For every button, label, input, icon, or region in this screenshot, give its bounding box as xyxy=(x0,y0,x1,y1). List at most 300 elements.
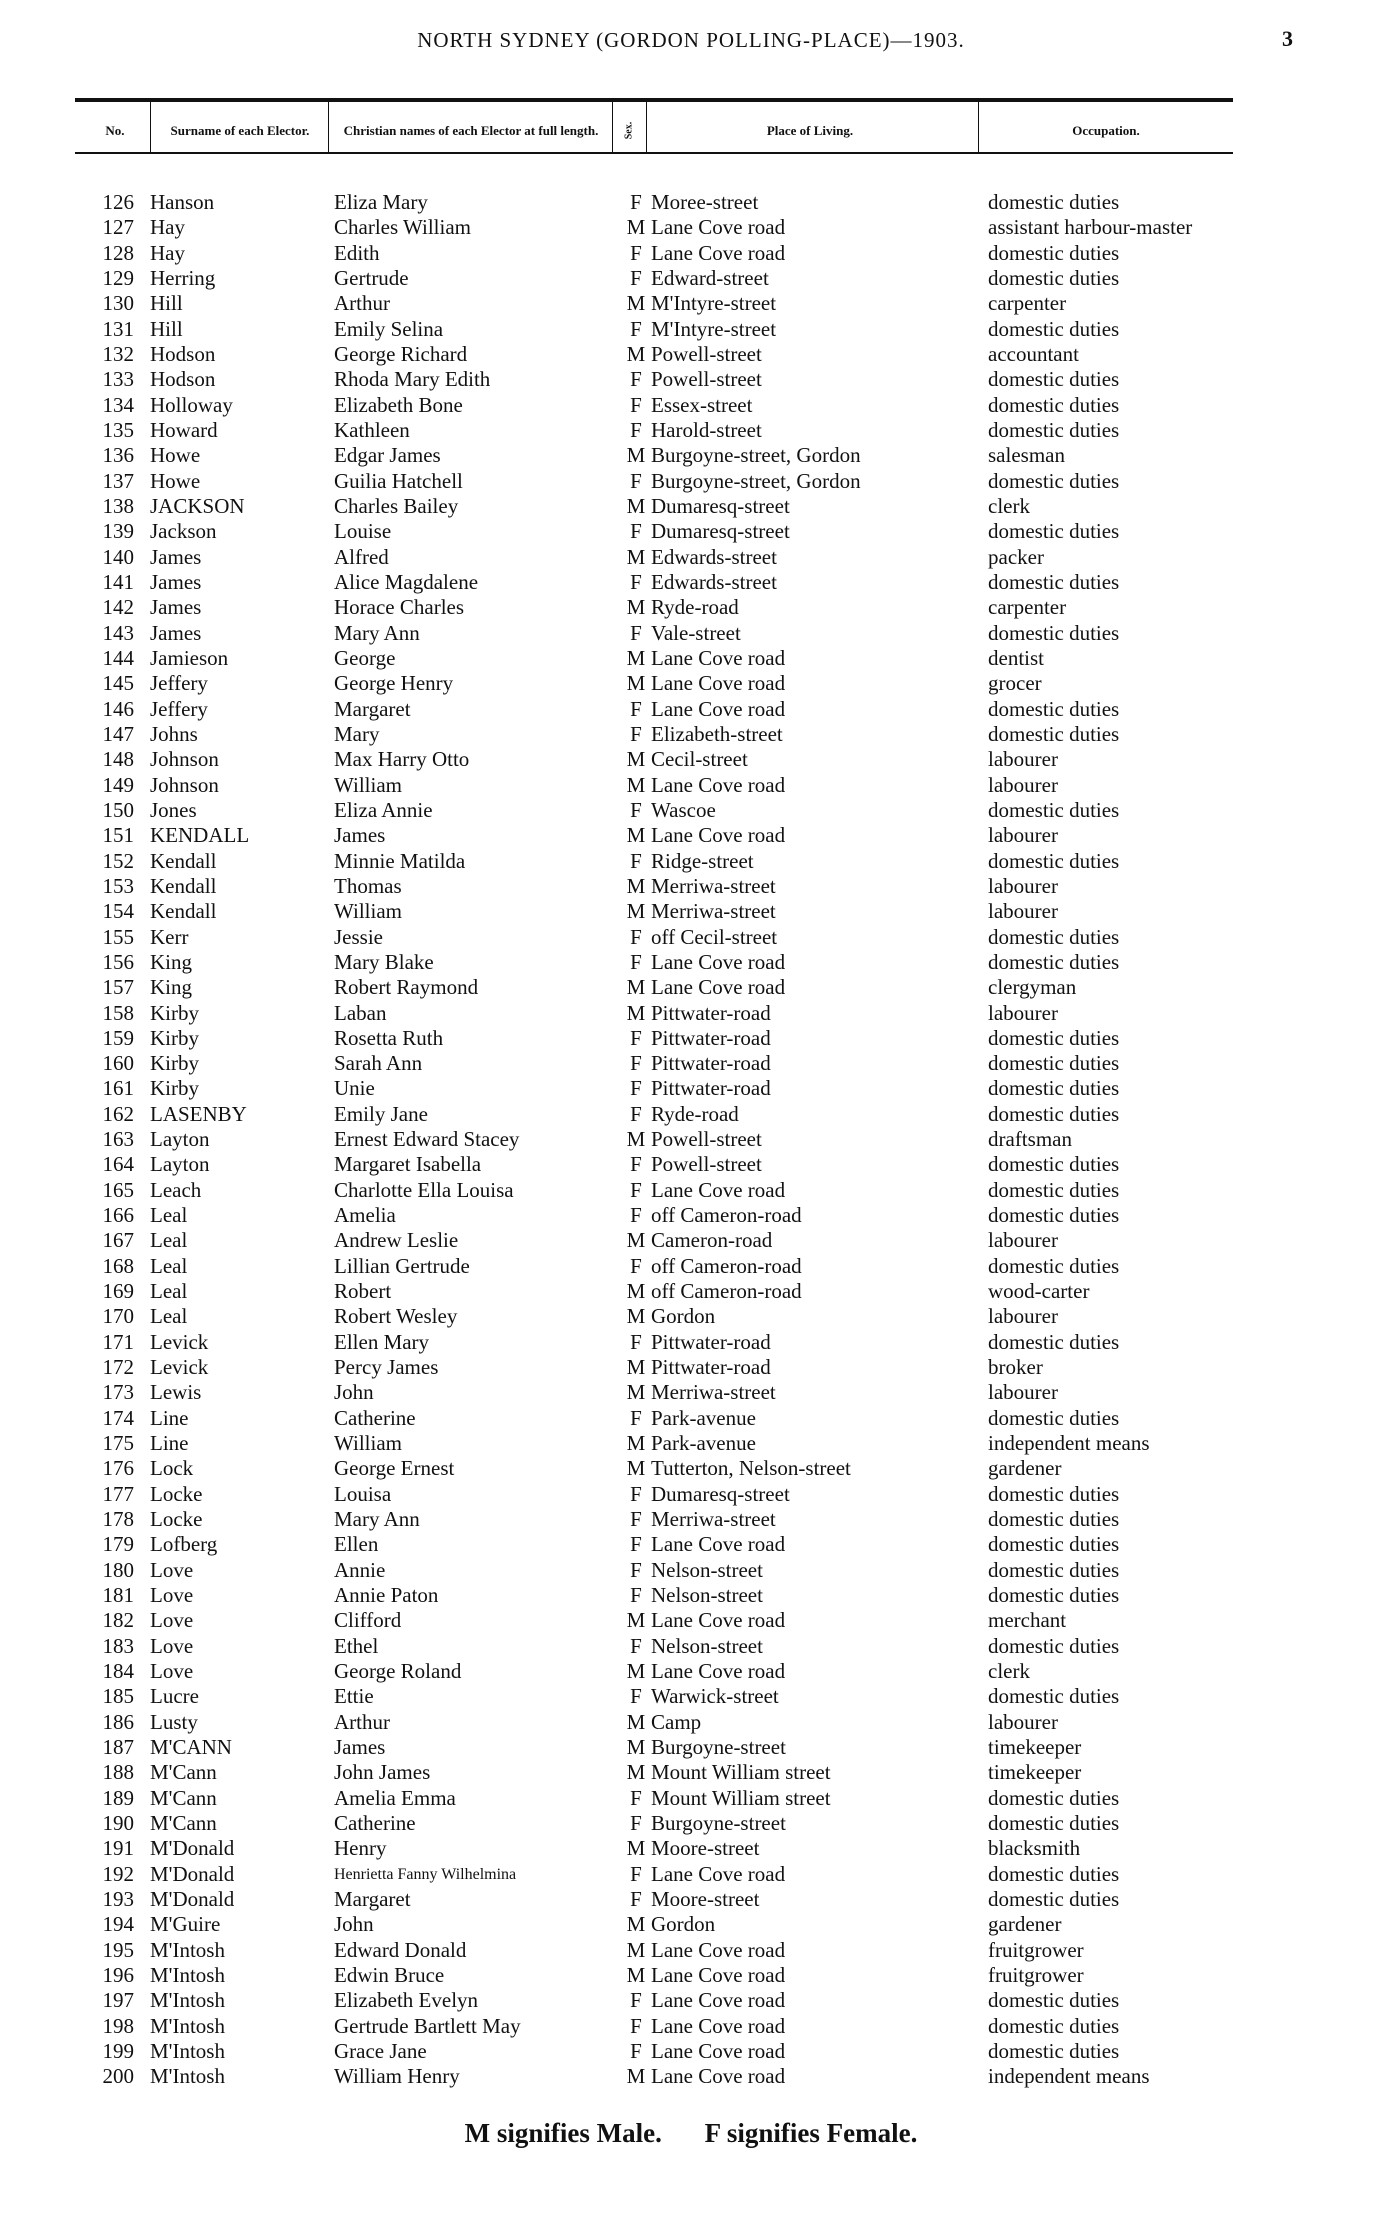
row-sex: F xyxy=(630,265,642,290)
table-row xyxy=(0,1862,1382,1887)
row-surname: Jackson xyxy=(150,519,217,544)
row-place-of-living: off Cameron-road xyxy=(651,1253,802,1278)
row-sex: M xyxy=(626,1279,646,1304)
row-surname: Johnson xyxy=(150,772,219,797)
table-row xyxy=(0,494,1382,519)
row-christian-names: Mary Ann xyxy=(334,620,420,645)
row-place-of-living: Park-avenue xyxy=(651,1405,756,1430)
row-occupation: domestic duties xyxy=(988,1076,1120,1101)
row-occupation: domestic duties xyxy=(988,468,1120,493)
table-row xyxy=(0,215,1382,240)
table-row xyxy=(0,1228,1382,1253)
row-christian-names: Gertrude Bartlett May xyxy=(334,2013,521,2038)
row-number: 141 xyxy=(102,569,134,594)
row-christian-names: Louise xyxy=(334,519,392,544)
row-christian-names: John xyxy=(334,1380,374,1405)
row-sex: M xyxy=(626,873,646,898)
row-christian-names: James xyxy=(334,823,386,848)
row-place-of-living: Pittwater-road xyxy=(651,1329,771,1354)
row-surname: Layton xyxy=(150,1127,210,1152)
row-place-of-living: Lane Cove road xyxy=(651,1962,786,1987)
row-christian-names: Arthur xyxy=(334,291,390,316)
table-row xyxy=(0,1026,1382,1051)
table-row xyxy=(0,1001,1382,1026)
row-occupation: domestic duties xyxy=(988,265,1120,290)
row-christian-names: Lillian Gertrude xyxy=(334,1253,470,1278)
row-surname: Kirby xyxy=(150,1051,199,1076)
column-divider xyxy=(328,100,329,152)
table-row xyxy=(0,1152,1382,1177)
table-row xyxy=(0,241,1382,266)
row-number: 154 xyxy=(102,899,134,924)
row-occupation: labourer xyxy=(988,747,1058,772)
row-christian-names: Gertrude xyxy=(334,265,409,290)
table-row xyxy=(0,1634,1382,1659)
row-occupation: domestic duties xyxy=(988,1152,1120,1177)
row-christian-names: Alice Magdalene xyxy=(334,569,479,594)
row-number: 172 xyxy=(102,1355,134,1380)
row-occupation: grocer xyxy=(988,671,1042,696)
row-christian-names: Robert Wesley xyxy=(334,1304,458,1329)
row-number: 136 xyxy=(102,443,134,468)
row-number: 184 xyxy=(102,1659,134,1684)
row-number: 164 xyxy=(102,1152,134,1177)
column-divider xyxy=(978,100,979,152)
row-christian-names: Grace Jane xyxy=(334,2038,427,2063)
row-place-of-living: Lane Cove road xyxy=(651,772,786,797)
table-row xyxy=(0,1431,1382,1456)
row-surname: Leach xyxy=(150,1177,202,1202)
column-header-no: No. xyxy=(105,122,125,138)
row-place-of-living: Ryde-road xyxy=(651,595,739,620)
row-occupation: packer xyxy=(988,544,1044,569)
row-surname: Kirby xyxy=(150,1076,199,1101)
table-row xyxy=(0,1456,1382,1481)
row-surname: James xyxy=(150,620,202,645)
table-row xyxy=(0,1659,1382,1684)
row-place-of-living: Gordon xyxy=(651,1912,716,1937)
row-surname: Kerr xyxy=(150,924,189,949)
row-sex: F xyxy=(630,620,642,645)
row-christian-names: Robert xyxy=(334,1279,392,1304)
table-row xyxy=(0,1760,1382,1785)
row-occupation: broker xyxy=(988,1355,1043,1380)
row-sex: M xyxy=(626,1380,646,1405)
row-number: 148 xyxy=(102,747,134,772)
row-number: 181 xyxy=(102,1583,134,1608)
table-row xyxy=(0,1051,1382,1076)
table-row xyxy=(0,1330,1382,1355)
row-number: 134 xyxy=(102,392,134,417)
row-occupation: domestic duties xyxy=(988,797,1120,822)
row-sex: F xyxy=(630,1684,642,1709)
row-sex: F xyxy=(630,1557,642,1582)
row-sex: M xyxy=(626,1355,646,1380)
row-sex: F xyxy=(630,1203,642,1228)
row-surname: Hodson xyxy=(150,341,216,366)
row-place-of-living: Lane Cove road xyxy=(651,2013,786,2038)
table-row xyxy=(0,443,1382,468)
column-header-sex xyxy=(612,110,646,150)
row-occupation: domestic duties xyxy=(988,392,1120,417)
row-place-of-living: Lane Cove road xyxy=(651,823,786,848)
row-number: 189 xyxy=(102,1785,134,1810)
row-occupation: domestic duties xyxy=(988,721,1120,746)
row-occupation: labourer xyxy=(988,1304,1058,1329)
table-row xyxy=(0,317,1382,342)
row-surname: M'Cann xyxy=(150,1811,217,1835)
table-row xyxy=(0,1254,1382,1279)
row-number: 145 xyxy=(102,671,134,696)
row-place-of-living: Dumaresq-street xyxy=(651,519,790,544)
row-surname: M'Donald xyxy=(150,1836,235,1861)
row-sex: M xyxy=(626,1431,646,1456)
column-header-occupation: Occupation. xyxy=(1072,122,1140,138)
row-surname: Love xyxy=(150,1583,194,1608)
table-row xyxy=(0,621,1382,646)
row-number: 137 xyxy=(102,468,134,493)
row-sex: F xyxy=(630,1785,642,1810)
row-number: 179 xyxy=(102,1532,134,1557)
row-occupation: domestic duties xyxy=(988,1405,1120,1430)
table-row xyxy=(0,545,1382,570)
sex-header-label: Sex. xyxy=(623,121,635,139)
row-number: 162 xyxy=(102,1101,134,1126)
row-place-of-living: Merriwa-street xyxy=(651,873,776,898)
row-christian-names: Sarah Ann xyxy=(334,1051,423,1076)
row-christian-names: Rosetta Ruth xyxy=(334,1025,444,1050)
row-occupation: domestic duties xyxy=(988,1886,1120,1911)
row-number: 160 xyxy=(102,1051,134,1076)
row-sex: M xyxy=(626,772,646,797)
column-header-surname: Surname of each Elector. xyxy=(170,122,310,138)
row-number: 197 xyxy=(102,1988,134,2013)
row-christian-names: Ethel xyxy=(334,1633,379,1658)
table-row xyxy=(0,1938,1382,1963)
row-number: 130 xyxy=(102,291,134,316)
row-christian-names: Max Harry Otto xyxy=(334,747,470,772)
row-occupation: domestic duties xyxy=(988,569,1120,594)
row-surname: KENDALL xyxy=(150,823,250,848)
row-number: 163 xyxy=(102,1127,134,1152)
row-place-of-living: Lane Cove road xyxy=(651,1659,786,1684)
row-surname: Herring xyxy=(150,265,216,290)
row-christian-names: Thomas xyxy=(334,873,402,898)
table-row xyxy=(0,1608,1382,1633)
row-occupation: domestic duties xyxy=(988,924,1120,949)
row-sex: M xyxy=(626,747,646,772)
row-occupation: domestic duties xyxy=(988,1481,1120,1506)
row-surname: James xyxy=(150,595,202,620)
row-occupation: domestic duties xyxy=(988,190,1120,214)
row-sex: F xyxy=(630,316,642,341)
row-christian-names: Minnie Matilda xyxy=(334,848,466,873)
row-surname: Lock xyxy=(150,1456,194,1481)
row-place-of-living: Dumaresq-street xyxy=(651,493,790,518)
row-number: 133 xyxy=(102,367,134,392)
row-place-of-living: Lane Cove road xyxy=(651,240,786,265)
row-place-of-living: Burgoyne-street, Gordon xyxy=(651,443,861,468)
row-number: 169 xyxy=(102,1279,134,1304)
row-number: 173 xyxy=(102,1380,134,1405)
row-place-of-living: Merriwa-street xyxy=(651,1380,776,1405)
row-occupation: carpenter xyxy=(988,595,1067,620)
row-place-of-living: Tutterton, Nelson-street xyxy=(651,1456,851,1481)
row-christian-names: Margaret xyxy=(334,1886,411,1911)
row-christian-names: George Ernest xyxy=(334,1456,455,1481)
row-surname: Hay xyxy=(150,215,185,240)
row-number: 129 xyxy=(102,265,134,290)
row-sex: M xyxy=(626,1608,646,1633)
table-row xyxy=(0,798,1382,823)
table-row xyxy=(0,2064,1382,2089)
row-sex: M xyxy=(626,215,646,240)
row-number: 166 xyxy=(102,1203,134,1228)
table-row xyxy=(0,1203,1382,1228)
row-number: 178 xyxy=(102,1507,134,1532)
row-number: 193 xyxy=(102,1886,134,1911)
row-christian-names: George Henry xyxy=(334,671,454,696)
row-number: 146 xyxy=(102,696,134,721)
row-surname: Locke xyxy=(150,1507,203,1532)
row-occupation: gardener xyxy=(988,1456,1062,1481)
row-surname: King xyxy=(150,949,192,974)
row-place-of-living: Burgoyne-street, Gordon xyxy=(651,468,861,493)
row-place-of-living: Moore-street xyxy=(651,1836,760,1861)
row-sex: F xyxy=(630,367,642,392)
row-christian-names: Mary xyxy=(334,721,380,746)
row-sex: M xyxy=(626,1127,646,1152)
row-christian-names: Margaret Isabella xyxy=(334,1152,482,1177)
footer-legend xyxy=(0,2118,1382,2149)
row-sex: M xyxy=(626,1912,646,1937)
row-number: 192 xyxy=(102,1861,134,1886)
row-surname: Love xyxy=(150,1608,194,1633)
row-surname: Leal xyxy=(150,1253,188,1278)
row-occupation: fruitgrower xyxy=(988,1962,1084,1987)
row-place-of-living: Lane Cove road xyxy=(651,949,786,974)
row-surname: Johnson xyxy=(150,747,219,772)
table-row xyxy=(0,1127,1382,1152)
table-row xyxy=(0,1102,1382,1127)
row-sex: F xyxy=(630,949,642,974)
row-surname: Lofberg xyxy=(150,1532,218,1557)
row-number: 158 xyxy=(102,1000,134,1025)
row-sex: F xyxy=(630,696,642,721)
table-row xyxy=(0,1532,1382,1557)
row-christian-names: Mary Ann xyxy=(334,1507,420,1532)
row-surname: Hanson xyxy=(150,190,215,214)
table-row xyxy=(0,722,1382,747)
row-place-of-living: off Cameron-road xyxy=(651,1279,802,1304)
row-place-of-living: Pittwater-road xyxy=(651,1051,771,1076)
row-place-of-living: Powell-street xyxy=(651,1152,762,1177)
row-number: 156 xyxy=(102,949,134,974)
row-surname: Leal xyxy=(150,1304,188,1329)
row-occupation: labourer xyxy=(988,1228,1058,1253)
row-sex: M xyxy=(626,1937,646,1962)
row-surname: M'Intosh xyxy=(150,1988,225,2013)
row-place-of-living: Pittwater-road xyxy=(651,1025,771,1050)
row-christian-names: Alfred xyxy=(334,544,389,569)
row-number: 151 xyxy=(102,823,134,848)
row-place-of-living: Lane Cove road xyxy=(651,645,786,670)
row-occupation: domestic duties xyxy=(988,519,1120,544)
row-number: 155 xyxy=(102,924,134,949)
table-row xyxy=(0,1786,1382,1811)
header-top-rule xyxy=(75,98,1233,102)
row-surname: Jeffery xyxy=(150,671,208,696)
row-christian-names: Guilia Hatchell xyxy=(334,468,463,493)
row-surname: Levick xyxy=(150,1329,209,1354)
table-row xyxy=(0,1406,1382,1431)
row-place-of-living: Moore-street xyxy=(651,1886,760,1911)
row-surname: Jamieson xyxy=(150,645,229,670)
row-place-of-living: Lane Cove road xyxy=(651,215,786,240)
table-row xyxy=(0,823,1382,848)
row-surname: M'Intosh xyxy=(150,2038,225,2063)
row-occupation: domestic duties xyxy=(988,2038,1120,2063)
row-surname: Hay xyxy=(150,240,185,265)
table-row xyxy=(0,849,1382,874)
row-occupation: domestic duties xyxy=(988,2013,1120,2038)
row-surname: Leal xyxy=(150,1228,188,1253)
row-surname: James xyxy=(150,569,202,594)
row-number: 177 xyxy=(102,1481,134,1506)
table-row xyxy=(0,697,1382,722)
row-sex: M xyxy=(626,493,646,518)
row-sex: F xyxy=(630,1886,642,1911)
row-place-of-living: Essex-street xyxy=(651,392,753,417)
row-christian-names: Catherine xyxy=(334,1405,416,1430)
row-occupation: blacksmith xyxy=(988,1836,1081,1861)
row-occupation: domestic duties xyxy=(988,1557,1120,1582)
row-place-of-living: Lane Cove road xyxy=(651,975,786,1000)
row-surname: Love xyxy=(150,1659,194,1684)
legend-male: M signifies Male. xyxy=(464,2118,662,2148)
row-surname: M'Cann xyxy=(150,1785,217,1810)
row-place-of-living: Pittwater-road xyxy=(651,1355,771,1380)
row-occupation: domestic duties xyxy=(988,417,1120,442)
row-occupation: domestic duties xyxy=(988,848,1120,873)
row-occupation: domestic duties xyxy=(988,1633,1120,1658)
table-row xyxy=(0,1887,1382,1912)
row-sex: F xyxy=(630,1988,642,2013)
row-christian-names: Elizabeth Evelyn xyxy=(334,1988,479,2013)
row-place-of-living: Elizabeth-street xyxy=(651,721,783,746)
row-sex: F xyxy=(630,1507,642,1532)
row-surname: Leal xyxy=(150,1203,188,1228)
row-christian-names: Ellen xyxy=(334,1532,379,1557)
row-sex: M xyxy=(626,899,646,924)
row-sex: M xyxy=(626,443,646,468)
row-number: 187 xyxy=(102,1735,134,1760)
row-surname: Kendall xyxy=(150,848,217,873)
row-number: 182 xyxy=(102,1608,134,1633)
row-surname: M'Intosh xyxy=(150,2064,225,2089)
row-number: 159 xyxy=(102,1025,134,1050)
row-number: 144 xyxy=(102,645,134,670)
column-header-place: Place of Living. xyxy=(766,122,854,138)
row-christian-names: Edwin Bruce xyxy=(334,1962,445,1987)
row-number: 161 xyxy=(102,1076,134,1101)
header-bottom-rule xyxy=(75,152,1233,154)
row-occupation: domestic duties xyxy=(988,240,1120,265)
row-number: 140 xyxy=(102,544,134,569)
row-surname: M'Intosh xyxy=(150,1962,225,1987)
row-occupation: domestic duties xyxy=(988,949,1120,974)
row-sex: F xyxy=(630,1405,642,1430)
row-surname: Locke xyxy=(150,1481,203,1506)
table-row xyxy=(0,773,1382,798)
column-divider xyxy=(646,100,647,152)
row-number: 127 xyxy=(102,215,134,240)
row-sex: F xyxy=(630,1329,642,1354)
row-number: 138 xyxy=(102,493,134,518)
row-place-of-living: Lane Cove road xyxy=(651,1608,786,1633)
table-row xyxy=(0,671,1382,696)
row-surname: Lucre xyxy=(150,1684,199,1709)
row-christian-names: Emily Jane xyxy=(334,1101,428,1126)
row-number: 195 xyxy=(102,1937,134,1962)
row-place-of-living: Powell-street xyxy=(651,367,762,392)
row-occupation: timekeeper xyxy=(988,1760,1082,1785)
row-sex: F xyxy=(630,1025,642,1050)
electors-list xyxy=(0,190,1382,2090)
row-place-of-living: Moree-street xyxy=(651,190,759,214)
row-place-of-living: Ryde-road xyxy=(651,1101,739,1126)
row-christian-names: Annie xyxy=(334,1557,386,1582)
row-occupation: domestic duties xyxy=(988,1025,1120,1050)
column-divider xyxy=(150,100,151,152)
row-number: 200 xyxy=(102,2064,134,2089)
row-occupation: domestic duties xyxy=(988,1051,1120,1076)
row-christian-names: Kathleen xyxy=(334,417,410,442)
table-row xyxy=(0,1482,1382,1507)
row-occupation: labourer xyxy=(988,873,1058,898)
row-place-of-living: Nelson-street xyxy=(651,1633,763,1658)
row-occupation: domestic duties xyxy=(988,696,1120,721)
table-row xyxy=(0,1380,1382,1405)
row-number: 149 xyxy=(102,772,134,797)
row-number: 128 xyxy=(102,240,134,265)
table-row xyxy=(0,266,1382,291)
table-row xyxy=(0,418,1382,443)
row-sex: F xyxy=(630,1861,642,1886)
table-row xyxy=(0,899,1382,924)
table-row xyxy=(0,874,1382,899)
row-number: 185 xyxy=(102,1684,134,1709)
row-number: 167 xyxy=(102,1228,134,1253)
row-number: 191 xyxy=(102,1836,134,1861)
row-place-of-living: Lane Cove road xyxy=(651,1861,786,1886)
table-row xyxy=(0,1304,1382,1329)
table-row xyxy=(0,1583,1382,1608)
row-christian-names: Emily Selina xyxy=(334,316,444,341)
row-place-of-living: off Cecil-street xyxy=(651,924,778,949)
row-place-of-living: Lane Cove road xyxy=(651,671,786,696)
row-place-of-living: Mount William street xyxy=(651,1785,831,1810)
page-title: NORTH SYDNEY (GORDON POLLING-PLACE)—1903. xyxy=(417,28,965,52)
row-sex: M xyxy=(626,645,646,670)
row-place-of-living: Harold-street xyxy=(651,417,762,442)
row-christian-names: Margaret xyxy=(334,696,411,721)
row-sex: F xyxy=(630,2013,642,2038)
row-place-of-living: Powell-street xyxy=(651,1127,762,1152)
row-number: 183 xyxy=(102,1633,134,1658)
row-surname: Kirby xyxy=(150,1025,199,1050)
row-christian-names: Eliza Annie xyxy=(334,797,433,822)
